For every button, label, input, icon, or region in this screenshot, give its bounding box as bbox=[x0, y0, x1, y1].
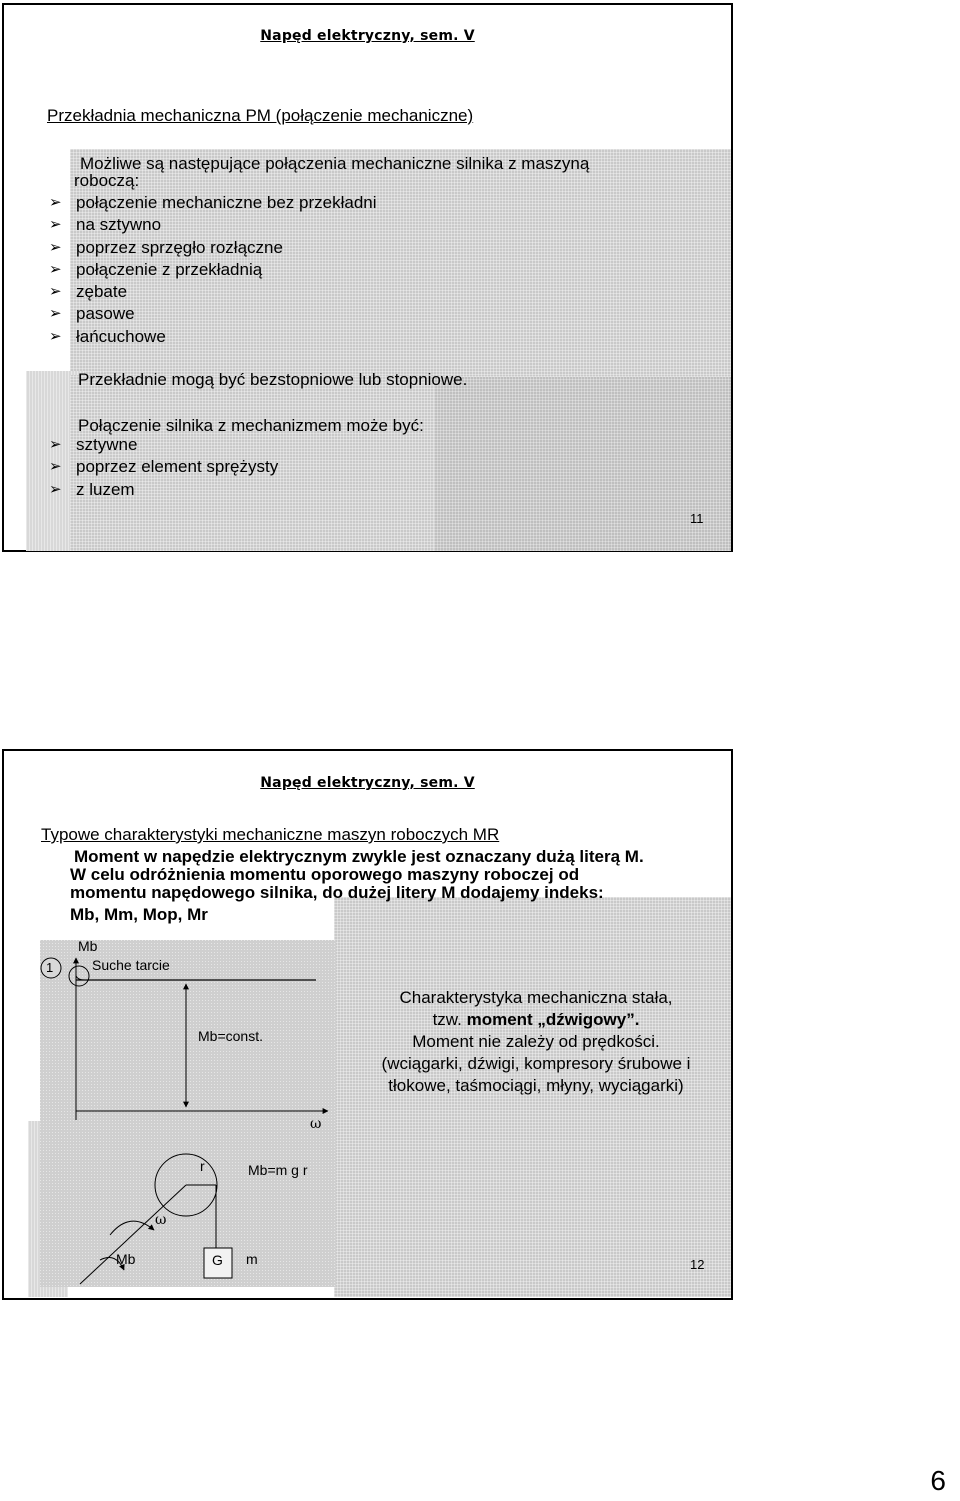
slide-page-number: 12 bbox=[690, 1257, 705, 1272]
diagram-svg bbox=[40, 940, 336, 1287]
list-item: ➢ zębate bbox=[48, 281, 377, 303]
char-line: tłokowe, taśmociągi, młyny, wyciągarki) bbox=[388, 1076, 684, 1095]
body-line-4: Mb, Mm, Mop, Mr bbox=[70, 905, 208, 924]
list-item: ➢ połączenie mechaniczne bez przekładni bbox=[48, 192, 377, 214]
grey-panel-bottom-fill bbox=[434, 377, 731, 551]
formula-label: Mb=m g r bbox=[248, 1162, 308, 1178]
intro-line-1: Możliwe są następujące połączenia mechaniczne silnika z maszyną bbox=[80, 154, 590, 173]
gear-note: Przekładnie mogą być bezstopniowe lub stopniowe. bbox=[78, 370, 468, 389]
list-item: ➢ łańcuchowe bbox=[48, 326, 377, 348]
arrow-bullet-icon: ➢ bbox=[49, 216, 62, 234]
arrow-bullet-icon: ➢ bbox=[49, 238, 62, 256]
list-item: ➢ pasowe bbox=[48, 303, 377, 325]
slide-header: Napęd elektryczny, sem. V bbox=[260, 775, 475, 791]
char-line: Charakterystyka mechaniczna stała, bbox=[399, 988, 673, 1007]
characteristic-description bbox=[366, 987, 706, 1097]
grey-panel-right bbox=[334, 897, 731, 1297]
arrow-bullet-icon: ➢ bbox=[49, 260, 62, 278]
body-line-3: momentu napędowego silnika, do dużej litery M dodajemy indeks: bbox=[70, 883, 604, 902]
document-page-number: 6 bbox=[930, 1465, 946, 1496]
const-label: Mb=const. bbox=[198, 1028, 263, 1044]
slide-header: Napęd elektryczny, sem. V bbox=[260, 28, 475, 44]
arrow-bullet-icon: ➢ bbox=[49, 436, 62, 453]
x-axis-label: ω bbox=[310, 1116, 322, 1132]
diagram-background bbox=[40, 940, 336, 1287]
arrow-bullet-icon: ➢ bbox=[49, 305, 62, 323]
slide-11 bbox=[2, 3, 733, 552]
radius-label: r bbox=[200, 1158, 205, 1174]
slide-12 bbox=[2, 749, 733, 1300]
arrow-bullet-icon: ➢ bbox=[49, 327, 62, 345]
connection-intro: Połączenie silnika z mechanizmem może być: bbox=[78, 416, 424, 435]
mass-label: m bbox=[246, 1251, 258, 1267]
list-item: ➢ poprzez sprzęgło rozłączne bbox=[48, 237, 377, 259]
list-item: ➢ poprzez element sprężysty bbox=[48, 456, 278, 478]
list-item: ➢ na sztywno bbox=[48, 214, 377, 236]
torque-label: Mb bbox=[116, 1251, 136, 1267]
curve-label: Suche tarcie bbox=[92, 957, 170, 973]
constant-torque-diagram bbox=[40, 940, 336, 1287]
omega-label: ω bbox=[155, 1212, 167, 1228]
diagram-number: 1 bbox=[46, 960, 54, 975]
weight-label: G bbox=[212, 1252, 223, 1268]
connection-types-list bbox=[48, 192, 377, 348]
slide-page-number: 11 bbox=[690, 511, 704, 526]
list-item: ➢ z luzem bbox=[48, 479, 278, 501]
char-line: (wciągarki, dźwigi, kompresory śrubowe i bbox=[381, 1054, 691, 1073]
intro-line-2: roboczą: bbox=[74, 171, 140, 190]
arrow-bullet-icon: ➢ bbox=[49, 480, 62, 498]
arrow-bullet-icon: ➢ bbox=[49, 283, 62, 301]
y-axis-label: Mb bbox=[78, 938, 98, 954]
body-line-2: W celu odróżnienia momentu oporowego maszyny roboczej od bbox=[70, 865, 580, 884]
char-line: Moment nie zależy od prędkości. bbox=[412, 1032, 660, 1051]
body-line-1: Moment w napędzie elektrycznym zwykle jest oznaczany dużą literą M. bbox=[74, 847, 644, 866]
arrow-bullet-icon: ➢ bbox=[49, 458, 62, 476]
slide-title: Typowe charakterystyki mechaniczne maszyn roboczych MR bbox=[41, 825, 500, 844]
char-line: tzw. moment „dźwigowy”. bbox=[432, 1010, 640, 1029]
connection-kinds-list bbox=[48, 434, 278, 501]
list-item: ➢ sztywne bbox=[48, 434, 278, 456]
arrow-bullet-icon: ➢ bbox=[49, 194, 62, 211]
list-item: ➢ połączenie z przekładnią bbox=[48, 259, 377, 281]
slide-title: Przekładnia mechaniczna PM (połączenie mechaniczne) bbox=[47, 106, 474, 125]
